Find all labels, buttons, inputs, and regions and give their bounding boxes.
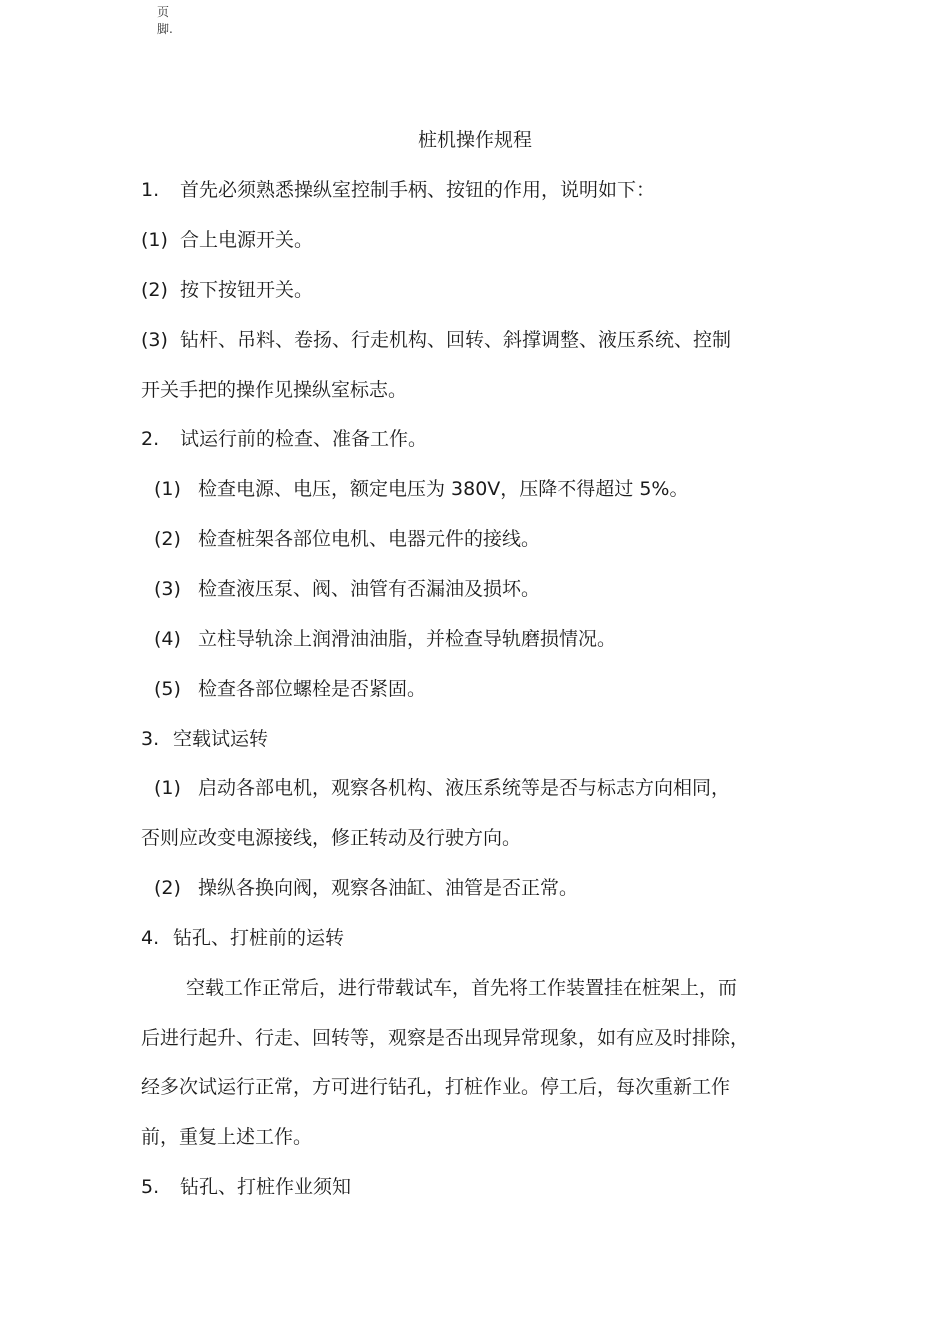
item-text: 钻孔、打桩前的运转 (173, 927, 345, 949)
list-item (154, 575, 540, 603)
paragraph-line: 否则应改变电源接线，修正转动及行驶方向。 (141, 827, 522, 849)
footer-label-line1: 页 (157, 5, 170, 19)
item-number: (1) (154, 777, 181, 799)
item-number: (5) (154, 678, 181, 700)
list-item (141, 326, 731, 354)
item-text: 检查桩架各部位电机、电器元件的接线。 (198, 528, 541, 550)
item-text: 检查各部位螺栓是否紧固。 (198, 678, 427, 700)
item-text: 空载试运转 (173, 728, 269, 750)
paragraph-line: 开关手把的操作见操纵室标志。 (141, 379, 408, 401)
item-text: 首先必须熟悉操纵室控制手柄、按钮的作用，说明如下： (180, 179, 656, 201)
item-number: 4. (141, 927, 160, 949)
item-number: (3) (154, 578, 181, 600)
item-number: (3) (141, 329, 168, 351)
list-item (141, 176, 655, 204)
list-item (154, 874, 578, 902)
item-text: 钻孔、打桩作业须知 (180, 1176, 352, 1198)
list-item (141, 1173, 351, 1201)
list-item (141, 924, 344, 952)
item-text: 立柱导轨涂上润滑油油脂，并检查导轨磨损情况。 (198, 628, 617, 650)
list-item (154, 525, 540, 553)
item-number: 5. (141, 1176, 160, 1198)
item-number: 3. (141, 728, 160, 750)
list-item (141, 425, 427, 453)
document-title: 桩机操作规程 (417, 129, 532, 151)
item-number: (1) (154, 478, 181, 500)
footer-label-line2: 脚. (157, 22, 173, 36)
item-text: 检查液压泵、阀、油管有否漏油及损坏。 (198, 578, 541, 600)
item-text: 试运行前的检查、准备工作。 (180, 428, 428, 450)
item-text: 钻杆、吊料、卷扬、行走机构、回转、斜撑调整、液压系统、控制 (180, 329, 732, 351)
item-number: (2) (154, 877, 181, 899)
item-text: 检查电源、电压，额定电压为 380V，压降不得超过 5%。 (198, 478, 689, 500)
item-text: 按下按钮开关。 (180, 279, 314, 301)
list-item (154, 675, 426, 703)
list-item (141, 276, 313, 304)
item-text: 启动各部电机，观察各机构、液压系统等是否与标志方向相同， (198, 777, 731, 799)
list-item (154, 774, 730, 802)
item-number: 2. (141, 428, 160, 450)
item-number: (1) (141, 229, 168, 251)
list-item (154, 475, 689, 503)
list-item (141, 725, 268, 753)
item-number: (2) (141, 279, 168, 301)
paragraph-line: 前，重复上述工作。 (141, 1126, 313, 1148)
paragraph-line: 后进行起升、行走、回转等，观察是否出现异常现象，如有应及时排除， (141, 1027, 750, 1049)
item-text: 合上电源开关。 (180, 229, 314, 251)
list-item (141, 226, 313, 254)
item-text: 操纵各换向阀，观察各油缸、油管是否正常。 (198, 877, 579, 899)
page-footer-label (157, 4, 173, 38)
paragraph-line: 空载工作正常后，进行带载试车，首先将工作装置挂在桩架上，而 (186, 977, 738, 999)
list-item (154, 625, 616, 653)
item-number: 1. (141, 179, 160, 201)
item-number: (4) (154, 628, 181, 650)
paragraph-line: 经多次试运行正常，方可进行钻孔，打桩作业。停工后，每次重新工作 (141, 1076, 731, 1098)
item-number: (2) (154, 528, 181, 550)
